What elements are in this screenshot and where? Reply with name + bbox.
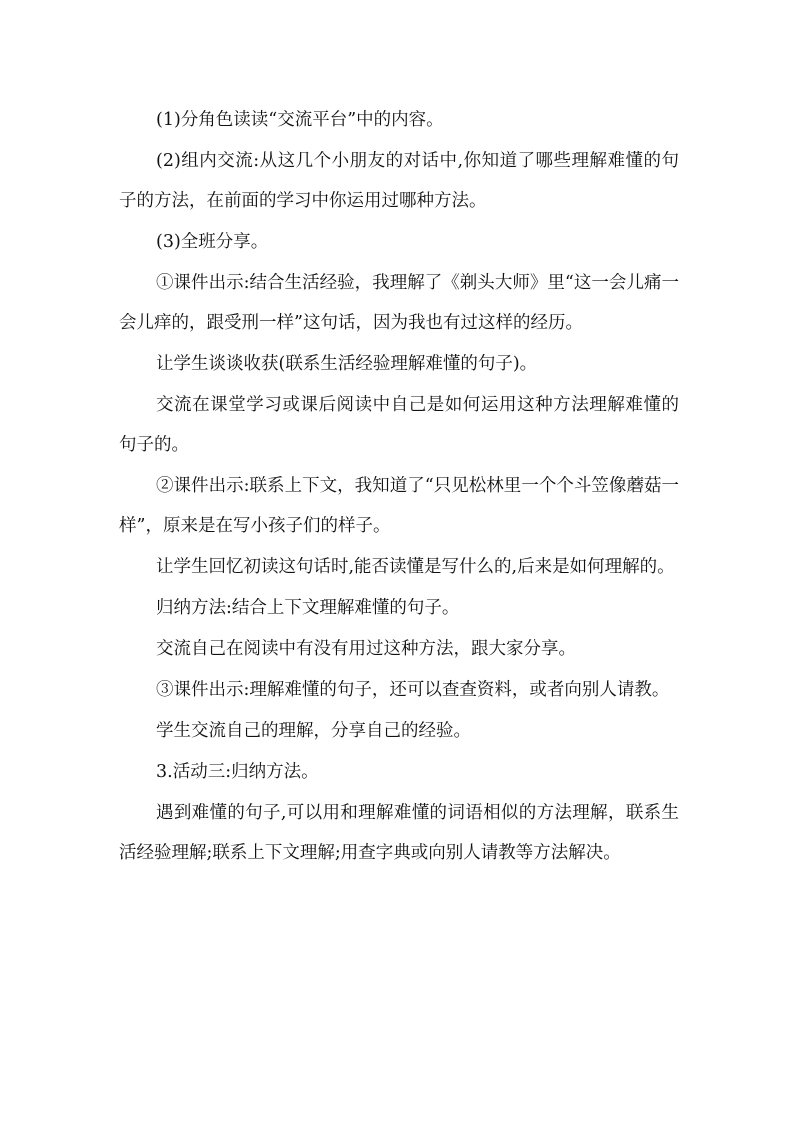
document-body — [119, 100, 679, 874]
paragraph-8: 让学生回忆初读这句话时,能否读懂是写什么的,后来是如何理解的。 — [156, 557, 675, 577]
paragraph-14: 遇到难懂的句子,可以用和理解难懂的词语相似的方法理解，联系生活经验理解;联系上下文理解;用查字典或向别人请教等方法解决。 — [119, 803, 679, 863]
paragraph-10: 交流自己在阅读中有没有用过这种方法，跟大家分享。 — [156, 639, 576, 659]
paragraph-3: (3)全班分享。 — [156, 232, 269, 252]
paragraph-7: ②课件出示:联系上下文，我知道了“只见松林里一个个斗笠像蘑菇一样”，原来是在写小孩子们的样子。 — [119, 476, 679, 536]
paragraph-4: ①课件出示:结合生活经验，我理解了《剃头大师》里“这一会儿痛一会儿痒的，跟受刑一样”这句话，因为我也有过这样的经历。 — [119, 273, 679, 333]
paragraph-6: 交流在课堂学习或课后阅读中自己是如何运用这种方法理解难懂的句子的。 — [119, 395, 679, 455]
paragraph-1: (1)分角色读读“交流平台”中的内容。 — [156, 110, 444, 130]
paragraph-12: 学生交流自己的理解，分享自己的经验。 — [156, 721, 471, 741]
paragraph-13: 3.活动三:归纳方法。 — [156, 762, 319, 782]
paragraph-9: 归纳方法:结合上下文理解难懂的句子。 — [156, 598, 460, 618]
paragraph-11: ③课件出示:理解难懂的句子，还可以查查资料，或者向别人请教。 — [156, 680, 670, 700]
paragraph-2: (2)组内交流:从这几个小朋友的对话中,你知道了哪些理解难懂的句子的方法，在前面的学习中你运用过哪种方法。 — [119, 151, 679, 211]
paragraph-5: 让学生谈谈收获(联系生活经验理解难懂的句子)。 — [156, 354, 538, 374]
